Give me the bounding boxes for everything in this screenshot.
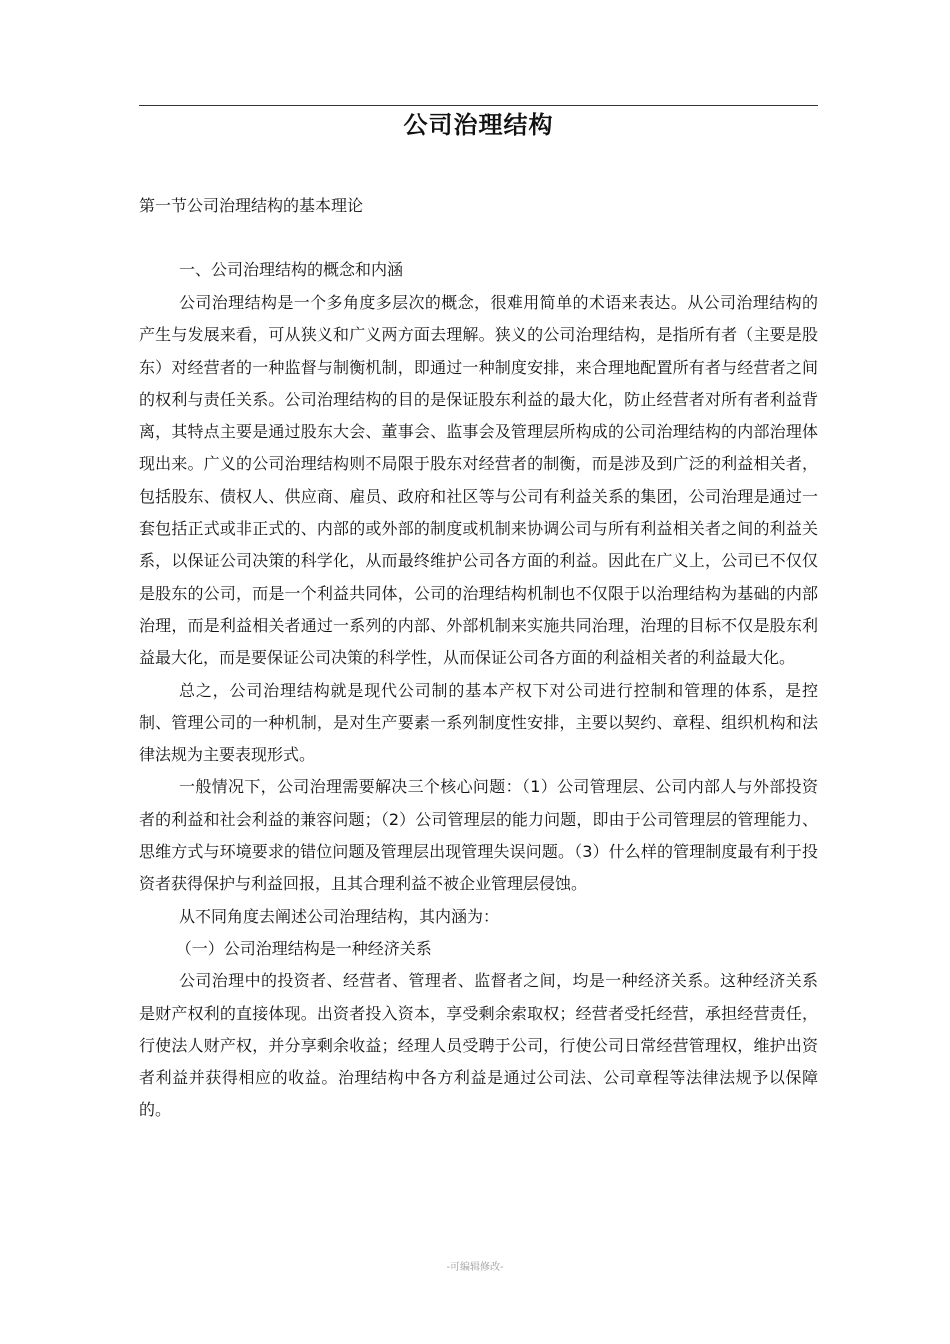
paragraph: 从不同角度去阐述公司治理结构，其内涵为：	[179, 906, 500, 926]
header-rule	[139, 105, 818, 106]
paragraph: 一般情况下，公司治理需要解决三个核心问题：（1）公司管理层、公司内部人与外部投资者的利益和社会利益的兼容问题；（2）公司管理层的能力问题，即由于公司管理层的管理能力、思维方式与环境要求的错位问题及管理层出现管理失误问题。（3）什么样的管理制度最有利于投资者获得保护与利益回报，且其合理利益不被企业管理层侵蚀。	[139, 777, 818, 894]
paragraph: 公司治理中的投资者、经营者、管理者、监督者之间，均是一种经济关系。这种经济关系是财产权利的直接体现。出资者投入资本，享受剩余索取权；经营者受托经营，承担经营责任，行使法人财产权，并分享剩余收益；经理人员受聘于公司，行使公司日常经营管理权，维护出资者利益并获得相应的收益。治理结构中各方利益是通过公司法、公司章程等法律法规予以保障的。	[139, 971, 818, 1120]
section-heading: 第一节公司治理结构的基本理论	[139, 196, 364, 215]
body-text	[139, 287, 818, 1127]
paragraph: 总之，公司治理结构就是现代公司制的基本产权下对公司进行控制和管理的体系，是控制、管理公司的一种机制，是对生产要素一系列制度性安排，主要以契约、章程、组织机构和法律法规为主要表现形式。	[139, 680, 818, 765]
paragraph: 公司治理结构是一个多角度多层次的概念，很难用简单的术语来表达。从公司治理结构的产生与发展来看，可从狭义和广义两方面去理解。狭义的公司治理结构，是指所有者（主要是股东）对经营者的一种监督与制衡机制，即通过一种制度安排，来合理地配置所有者与经营者之间的权利与责任关系。公司治理结构的目的是保证股东利益的最大化，防止经营者对所有者利益背离，其特点主要是通过股东大会、董事会、监事会及管理层所构成的公司治理结构的内部治理体现出来。广义的公司治理结构则不局限于股东对经营者的制衡，而是涉及到广泛的利益相关者，包括股东、债权人、供应商、雇员、政府和社区等与公司有利益关系的集团，公司治理是通过一套包括正式或非正式的、内部的或外部的制度或机制来协调公司与所有利益相关者之间的利益关系，以保证公司决策的科学化，从而最终维护公司各方面的利益。因此在广义上，公司已不仅仅是股东的公司，而是一个利益共同体，公司的治理结构机制也不仅限于以治理结构为基础的内部治理，而是利益相关者通过一系列的内部、外部机制来实施共同治理，治理的目标不仅是股东利益最大化，而是要保证公司决策的科学性，从而保证公司各方面的利益相关者的利益最大化。	[139, 293, 818, 668]
footer-note: -可编辑修改-	[446, 1262, 504, 1273]
page-title: 公司治理结构	[403, 111, 554, 139]
subsection-heading: 一、公司治理结构的概念和内涵	[179, 260, 404, 279]
subheading-paragraph: （一）公司治理结构是一种经济关系	[175, 938, 432, 958]
